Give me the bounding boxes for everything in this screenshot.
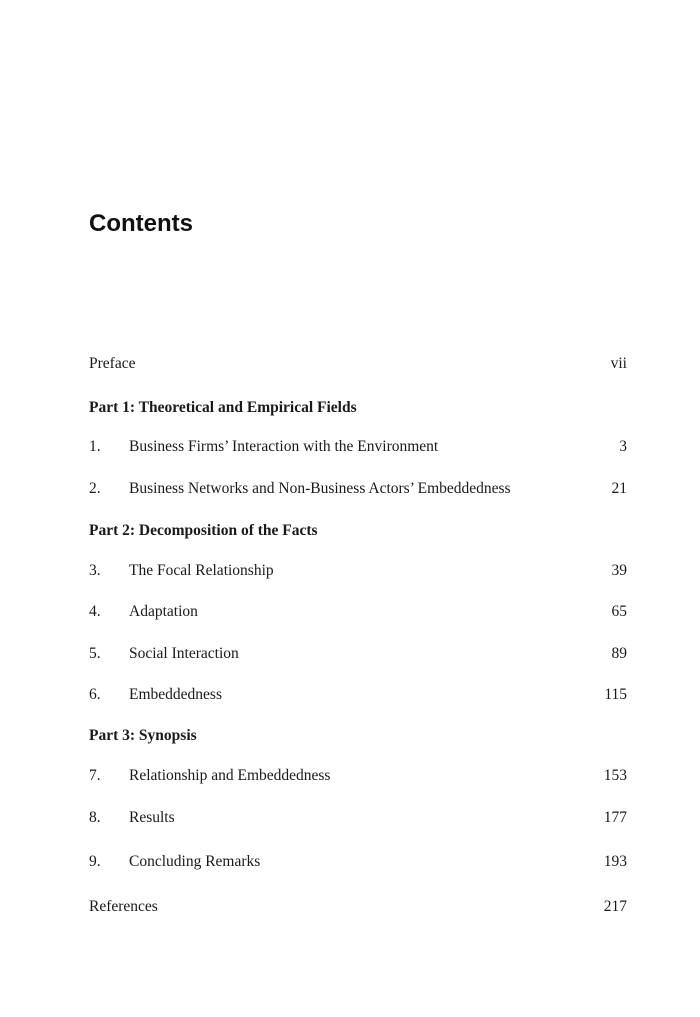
toc-entry-page: 89: [611, 645, 627, 662]
toc-part-heading-2: [89, 520, 627, 542]
toc-entry-page: 3: [619, 438, 627, 455]
toc-entry-label: Embeddedness: [129, 686, 222, 703]
toc-entry-number: 8.: [89, 809, 101, 826]
toc-entry-chapter-9[interactable]: [89, 851, 627, 873]
toc-entry-chapter-8[interactable]: [89, 807, 627, 829]
toc-entry-label: Relationship and Embeddedness: [129, 767, 331, 784]
toc-entry-page: 193: [603, 853, 627, 870]
toc-entry-chapter-5[interactable]: [89, 643, 627, 665]
toc-entry-label: Preface: [89, 355, 136, 372]
toc-entry-label: Business Firms’ Interaction with the Environment: [129, 438, 439, 455]
toc-entry-number: 2.: [89, 480, 101, 497]
toc-entry-number: 7.: [89, 767, 101, 784]
toc-entry-number: 1.: [89, 438, 101, 455]
toc-entry-label: Results: [129, 809, 175, 826]
toc-entry-page: 217: [603, 898, 627, 915]
toc-entry-page: 39: [611, 562, 627, 579]
toc-entry-label: Adaptation: [129, 603, 198, 620]
toc-entry-chapter-3[interactable]: [89, 560, 627, 582]
toc-entry-number: 5.: [89, 645, 101, 662]
toc-entry-page: 153: [603, 767, 627, 784]
toc-part-heading-1: [89, 397, 627, 419]
toc-entry-references[interactable]: [89, 896, 627, 918]
toc-entry-label: The Focal Relationship: [129, 562, 274, 579]
toc-entry-chapter-1[interactable]: [89, 436, 627, 458]
toc-entry-label: Business Networks and Non-Business Actors’ Embeddedness: [129, 480, 511, 497]
toc-entry-page: 21: [611, 480, 627, 497]
toc-entry-chapter-7[interactable]: [89, 765, 627, 787]
toc-entry-page: 177: [603, 809, 627, 826]
toc-entry-number: 6.: [89, 686, 101, 703]
toc-part-label: Part 3: Synopsis: [89, 727, 197, 744]
toc-entry-label: Concluding Remarks: [129, 853, 261, 870]
toc-entry-chapter-4[interactable]: [89, 601, 627, 623]
toc-entry-chapter-2[interactable]: [89, 478, 627, 500]
toc-entry-number: 9.: [89, 853, 101, 870]
toc-entry-label: References: [89, 898, 158, 915]
toc-entry-page: vii: [610, 355, 627, 372]
toc-entry-page: 65: [611, 603, 627, 620]
page-title: Contents: [89, 210, 193, 237]
toc-entry-label: Social Interaction: [129, 645, 239, 662]
toc-part-label: Part 2: Decomposition of the Facts: [89, 522, 318, 539]
toc-entry-page: 115: [604, 686, 627, 703]
toc-entry-number: 4.: [89, 603, 101, 620]
toc-entry-number: 3.: [89, 562, 101, 579]
toc-entry-preface[interactable]: [89, 353, 627, 375]
toc-part-heading-3: [89, 725, 627, 747]
toc-part-label: Part 1: Theoretical and Empirical Fields: [89, 399, 357, 416]
toc-entry-chapter-6[interactable]: [89, 684, 627, 706]
